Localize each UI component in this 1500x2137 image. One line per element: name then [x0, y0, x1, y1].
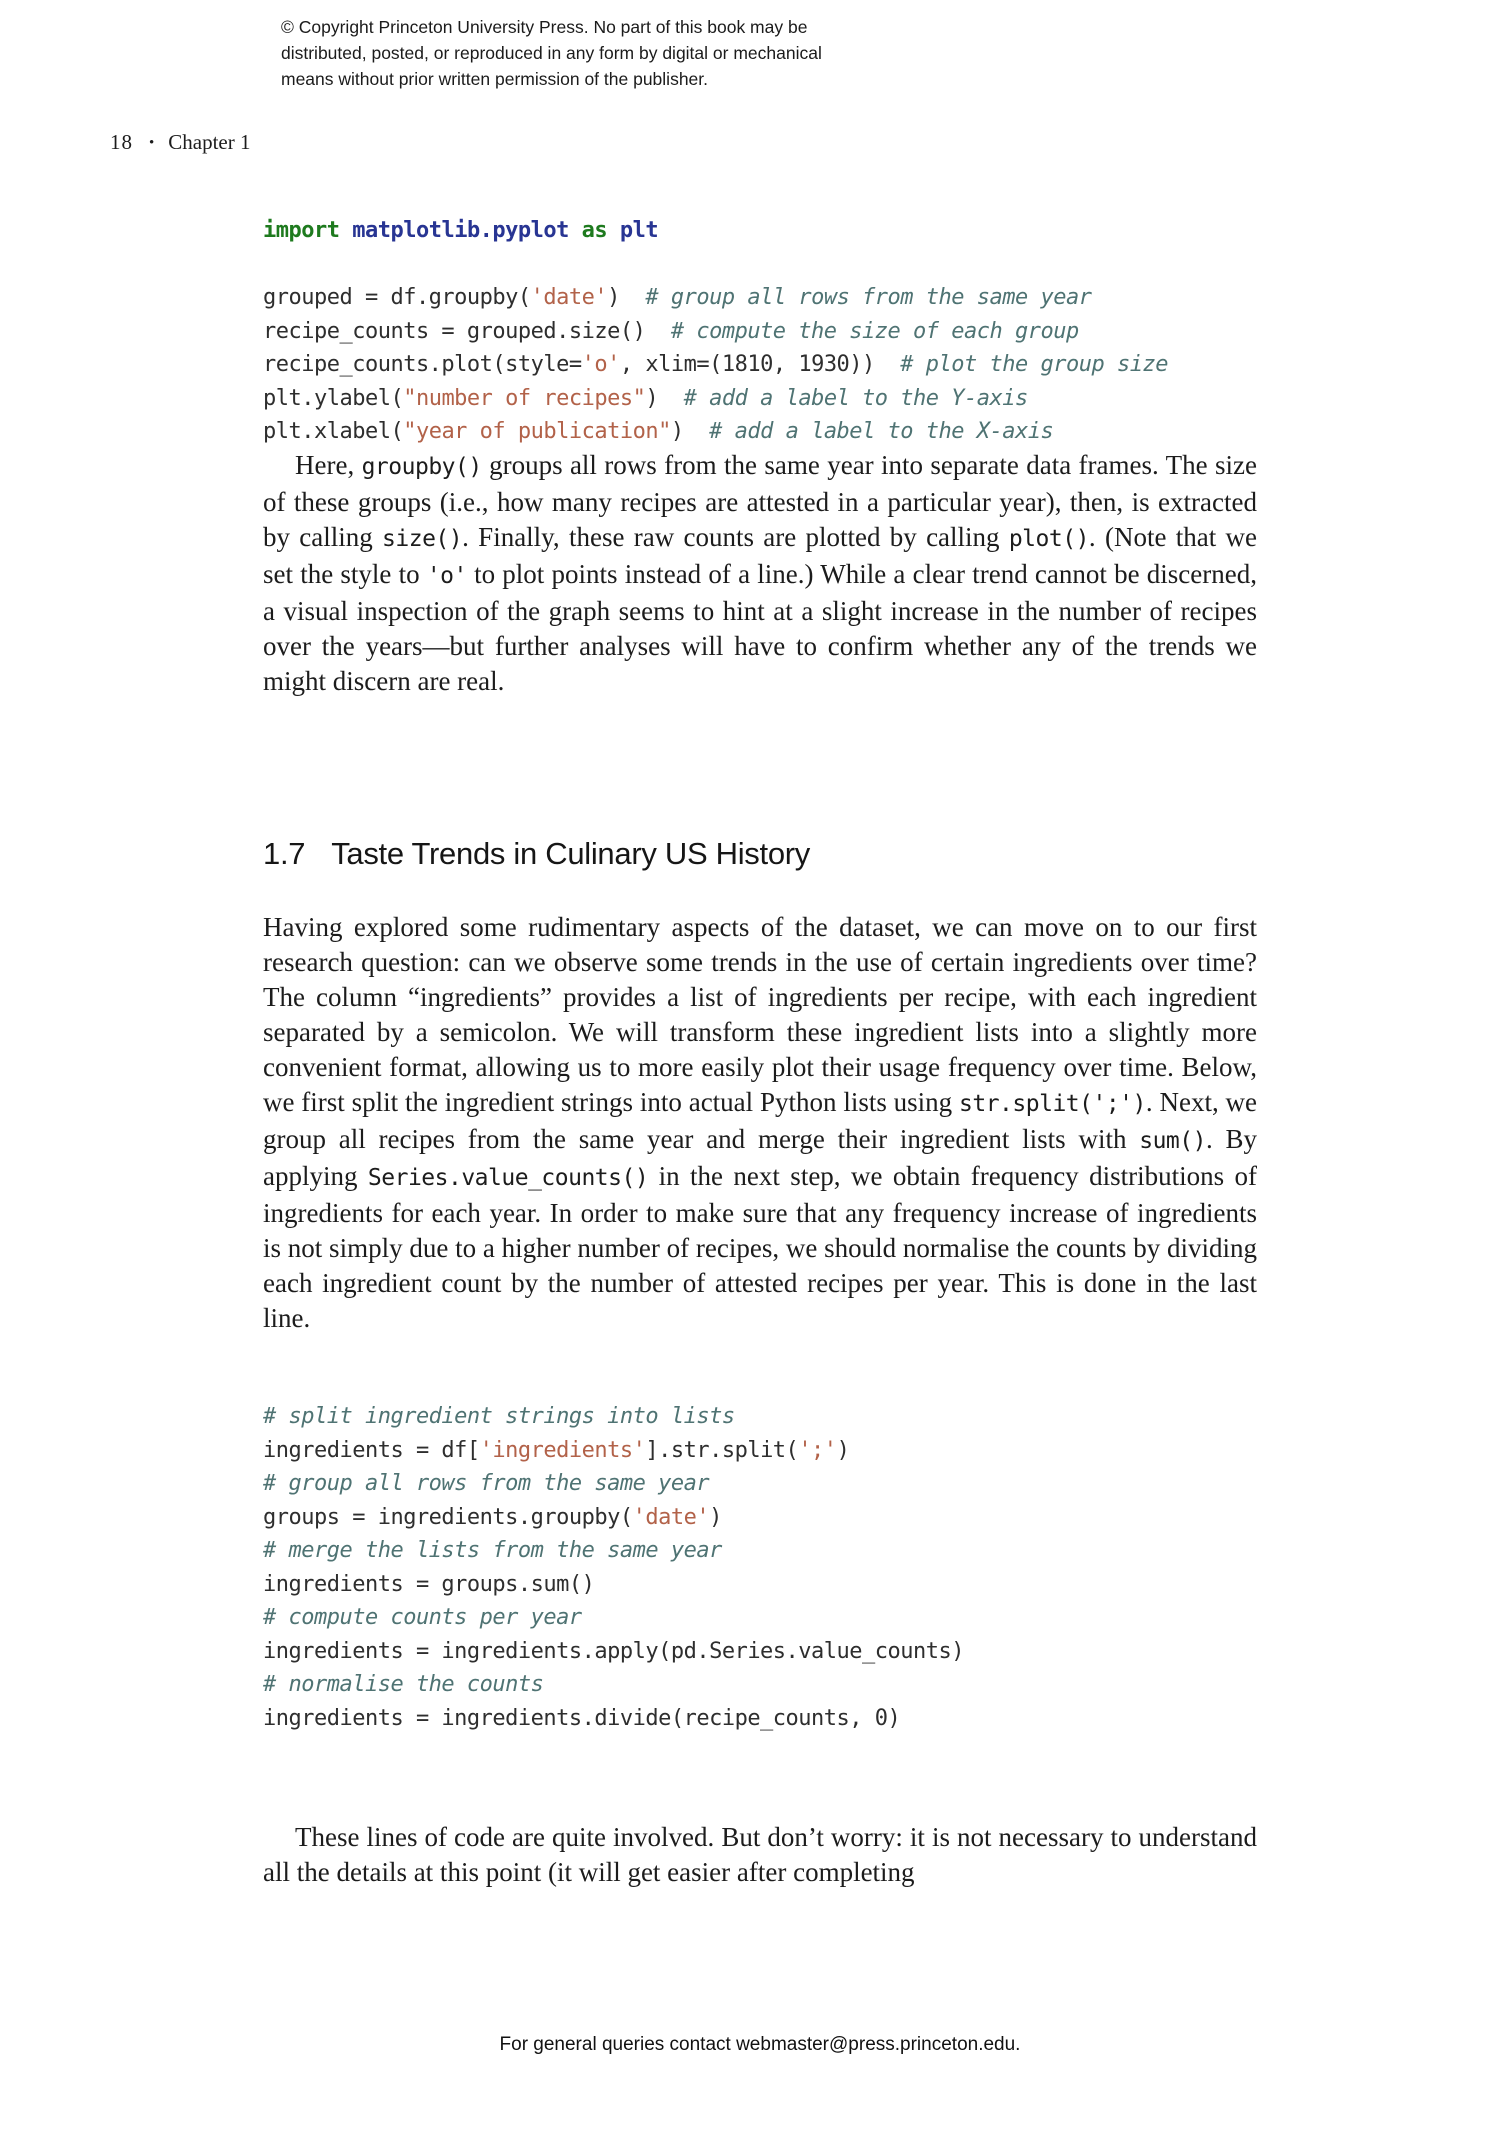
- code-listing-plot-recipes: [263, 214, 1257, 449]
- code-line: ingredients = ingredients.apply(pd.Series.value_counts): [263, 1638, 964, 1664]
- body-text-segment: groups all rows from the same year into separate data frames. The size of these groups (i.e., how many recipes are attested in a particular year), then, is extracted by calling: [263, 450, 1257, 552]
- page-number: 18: [110, 130, 133, 154]
- chapter-label: Chapter 1: [168, 130, 251, 154]
- code-line: plt.ylabel("number of recipes") # add a label to the Y-axis: [263, 385, 1028, 411]
- body-text-segment: . Next, we group all recipes from the same year and merge their ingredient lists with: [263, 1087, 1258, 1154]
- copyright-line: © Copyright Princeton University Press. No part of this book may be: [281, 17, 808, 37]
- inline-code: size(): [382, 526, 463, 552]
- code-line: import matplotlib.pyplot as plt: [263, 218, 659, 243]
- code-line: recipe_counts.plot(style='o', xlim=(1810, 1930)) # plot the group size: [263, 352, 1168, 377]
- code-line: # normalise the counts: [263, 1672, 544, 1697]
- code-listing-ingredients: [263, 1400, 1257, 1735]
- code-line: plt.xlabel("year of publication") # add a label to the X-axis: [263, 419, 1054, 444]
- inline-code: plot(): [1008, 526, 1089, 552]
- code-line: ingredients = ingredients.divide(recipe_counts, 0): [263, 1705, 901, 1731]
- code-line: # group all rows from the same year: [263, 1471, 710, 1496]
- body-text-segment: . By applying: [263, 1124, 1257, 1191]
- copyright-line: means without prior written permission of the publisher.: [281, 69, 709, 89]
- section-title: Taste Trends in Culinary US History: [331, 836, 810, 871]
- body-text-segment: . Finally, these raw counts are plotted by calling: [462, 522, 1009, 552]
- code-line: recipe_counts = grouped.size() # compute the size of each group: [263, 318, 1079, 344]
- body-text-segment: in the next step, we obtain frequency distributions of ingredients for each year. In order to make sure that any frequency increase of ingredients is not simply due to a higher number of recipes, we should normalise the counts by dividing each ingredient count by the number of attested recipes per year. This is done in the last line.: [263, 1161, 1257, 1333]
- inline-code: str.split(';'): [959, 1091, 1146, 1117]
- inline-code: sum(): [1139, 1128, 1206, 1154]
- paragraph-taste-trends-intro: [263, 910, 1257, 1336]
- body-text-segment: to plot points instead of a line.) While a clear trend cannot be discerned, a visual inspection of the graph seems to hint at a slight increase in the number of recipes over the years—but further analyses will have to confirm whether any of the trends we might discern are real.: [263, 559, 1257, 696]
- running-header: [110, 130, 251, 155]
- code-line: ingredients = groups.sum(): [263, 1571, 595, 1597]
- section-heading: [263, 836, 810, 872]
- inline-code: 'o': [426, 563, 467, 589]
- code-line: ingredients = df['ingredients'].str.split(';'): [263, 1437, 850, 1463]
- body-text-segment: Here,: [295, 450, 362, 480]
- inline-code: groupby(): [361, 454, 482, 480]
- section-number: 1.7: [263, 836, 306, 871]
- bullet-separator: •: [149, 135, 155, 151]
- inline-code: Series.value_counts(): [367, 1165, 649, 1191]
- code-line: # split ingredient strings into lists: [263, 1404, 735, 1429]
- body-text-segment: Having explored some rudimentary aspects of the dataset, we can move on to our first research question: can we observe some trends in the use of certain ingredients over time? The column “ingredients” provides a list of ingredients per recipe, with each ingredient separated by a semicolon. We will transform these ingredient lists into a slightly more convenient format, allowing us to more easily plot their usage frequency over time. Below, we first split the ingredient strings into actual Python lists using: [263, 912, 1257, 1117]
- footer-contact: For general queries contact webmaster@press.princeton.edu.: [499, 2034, 1021, 2055]
- copyright-notice: [281, 14, 881, 92]
- body-text-segment: These lines of code are quite involved. But don’t worry: it is not necessary to understand all the details at this point (it will get easier after completing: [263, 1822, 1257, 1887]
- paragraph-closing: [263, 1820, 1257, 1890]
- code-line: [263, 248, 1257, 282]
- paragraph-groupby-explanation: [263, 448, 1257, 699]
- code-line: grouped = df.groupby('date') # group all rows from the same year: [263, 285, 1092, 310]
- code-line: # compute counts per year: [263, 1605, 582, 1630]
- body-text-segment: . (Note that we set the style to: [263, 522, 1257, 589]
- code-line: # merge the lists from the same year: [263, 1538, 722, 1563]
- copyright-line: distributed, posted, or reproduced in any form by digital or mechanical: [281, 43, 822, 63]
- code-line: groups = ingredients.groupby('date'): [263, 1504, 722, 1530]
